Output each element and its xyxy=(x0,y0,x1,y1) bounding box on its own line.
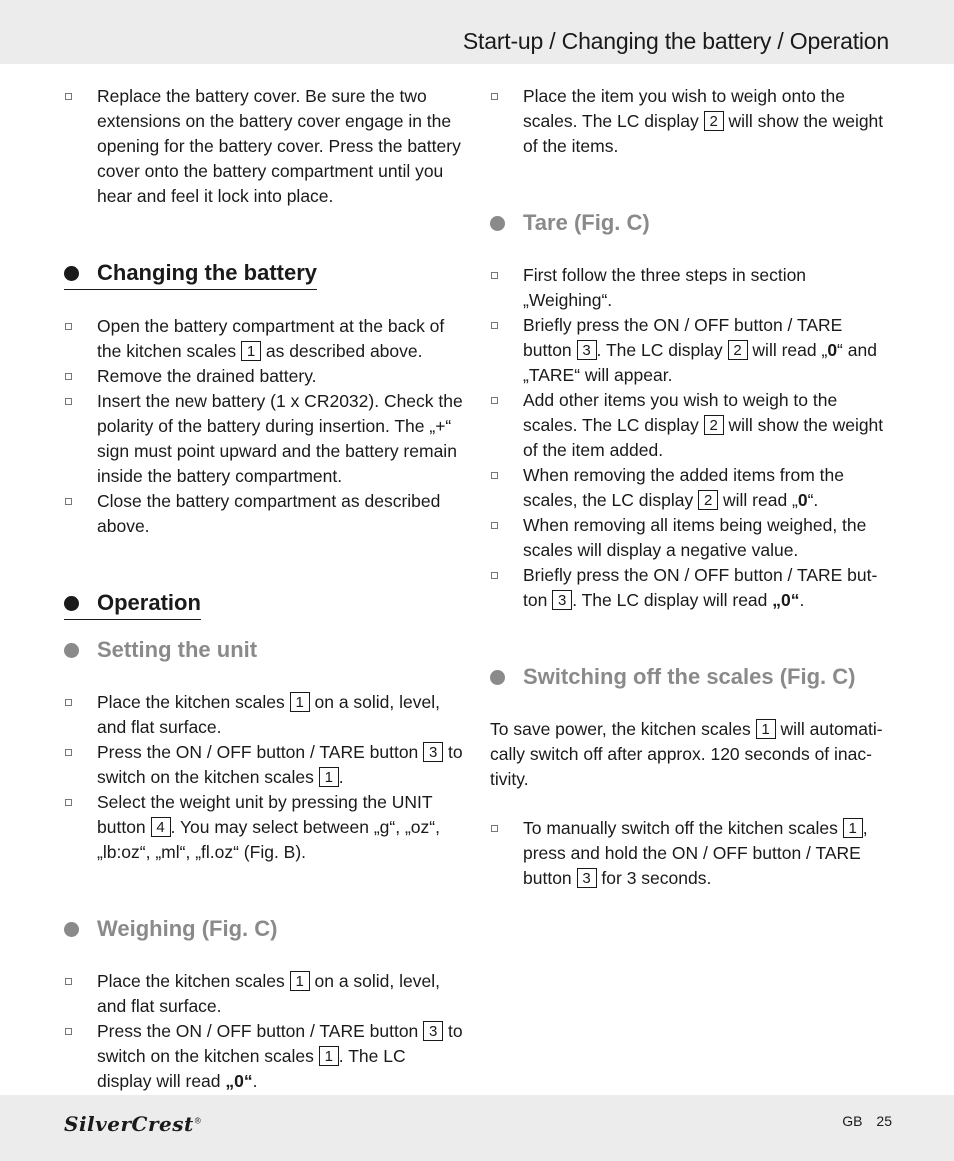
list-item: Place the kitchen scales 1 on a solid, level, and flat surface. xyxy=(64,690,464,740)
list-item: Add other items you wish to weigh to the scales. The LC display 2 will show the weight of the item added. xyxy=(490,388,890,463)
reference-box: 3 xyxy=(552,590,572,610)
list-item: Remove the drained battery. xyxy=(64,364,464,389)
left-column xyxy=(64,84,464,1094)
list-item: Place the kitchen scales 1 on a solid, level, and flat surface. xyxy=(64,969,464,1019)
reference-box: 3 xyxy=(423,742,443,762)
reference-box: 4 xyxy=(151,817,171,837)
list-item: Replace the battery cover. Be sure the two extensions on the battery cover engage in the opening for the battery cover. Press the battery cover onto the battery compartment until you hear and feel it lock into place. xyxy=(64,84,464,209)
switching-off-list xyxy=(490,816,890,891)
page-title: Start-up / Changing the battery / Operation xyxy=(462,28,889,54)
reference-box: 2 xyxy=(704,111,724,131)
list-item: When removing the added items from the scales, the LC display 2 will read „0“. xyxy=(490,463,890,513)
reference-box: 2 xyxy=(728,340,748,360)
list-item: Place the item you wish to weigh onto the scales. The LC display 2 will show the weight of the items. xyxy=(490,84,890,159)
list-item: Insert the new battery (1 x CR2032). Check the polarity of the battery during insertion. The „+“ sign must point upward and the battery remain inside the battery compartment. xyxy=(64,389,464,489)
reference-box: 3 xyxy=(423,1021,443,1041)
reference-box: 2 xyxy=(704,415,724,435)
tare-list xyxy=(490,263,890,613)
list-item: Press the ON / OFF button / TARE button 3 to switch on the kitchen scales 1 . xyxy=(64,740,464,790)
reference-box: 1 xyxy=(241,341,261,361)
subsection-heading-weighing: Weighing (Fig. C) xyxy=(64,913,464,945)
reference-box: 1 xyxy=(756,719,776,739)
list-item: Briefly press the ON / OFF button / TARE button 3 . The LC display 2 will read „0“ and „TARE“ will appear. xyxy=(490,313,890,388)
intro-list xyxy=(64,84,464,209)
weighing-continued-list xyxy=(490,84,890,159)
reference-box: 1 xyxy=(843,818,863,838)
page-number: 25 xyxy=(876,1113,892,1129)
brand-logo: SilverCrest® xyxy=(64,1112,203,1136)
list-item: Press the ON / OFF button / TARE button 3 to switch on the kitchen scales 1 . The LC display will read „0“. xyxy=(64,1019,464,1094)
reference-box: 1 xyxy=(290,692,310,712)
list-item: Briefly press the ON / OFF button / TARE but-ton 3 . The LC display will read „0“. xyxy=(490,563,890,613)
reference-box: 1 xyxy=(319,1046,339,1066)
reference-box: 3 xyxy=(577,868,597,888)
language-code: GB xyxy=(842,1113,863,1129)
weighing-list xyxy=(64,969,464,1094)
setting-unit-list xyxy=(64,690,464,865)
page-info xyxy=(828,1113,892,1129)
reference-box: 1 xyxy=(319,767,339,787)
list-item: Select the weight unit by pressing the UNIT button 4 . You may select between „g“, „oz“, „lb:oz“, „ml“, „fl.oz“ (Fig. B). xyxy=(64,790,464,865)
reference-box: 1 xyxy=(290,971,310,991)
list-item: First follow the three steps in section „Weighing“. xyxy=(490,263,890,313)
page-header xyxy=(0,0,954,64)
section-heading-operation: Operation xyxy=(64,587,201,620)
subsection-heading-switching-off: Switching off the scales (Fig. C) xyxy=(490,661,890,693)
right-column xyxy=(490,84,890,891)
section-heading-changing-battery: Changing the battery xyxy=(64,257,317,290)
subsection-heading-setting-unit: Setting the unit xyxy=(64,634,464,666)
list-item: To manually switch off the kitchen scales 1 , press and hold the ON / OFF button / TARE button 3 for 3 seconds. xyxy=(490,816,890,891)
list-item: Open the battery compartment at the back of the kitchen scales 1 as described above. xyxy=(64,314,464,364)
switching-off-paragraph: To save power, the kitchen scales 1 will automati-cally switch off after approx. 120 seconds of inac-tivity. xyxy=(490,719,883,789)
reference-box: 2 xyxy=(698,490,718,510)
list-item: When removing all items being weighed, the scales will display a negative value. xyxy=(490,513,890,563)
list-item: Close the battery compartment as described above. xyxy=(64,489,464,539)
changing-battery-list xyxy=(64,314,464,539)
reference-box: 3 xyxy=(577,340,597,360)
subsection-heading-tare: Tare (Fig. C) xyxy=(490,207,890,239)
